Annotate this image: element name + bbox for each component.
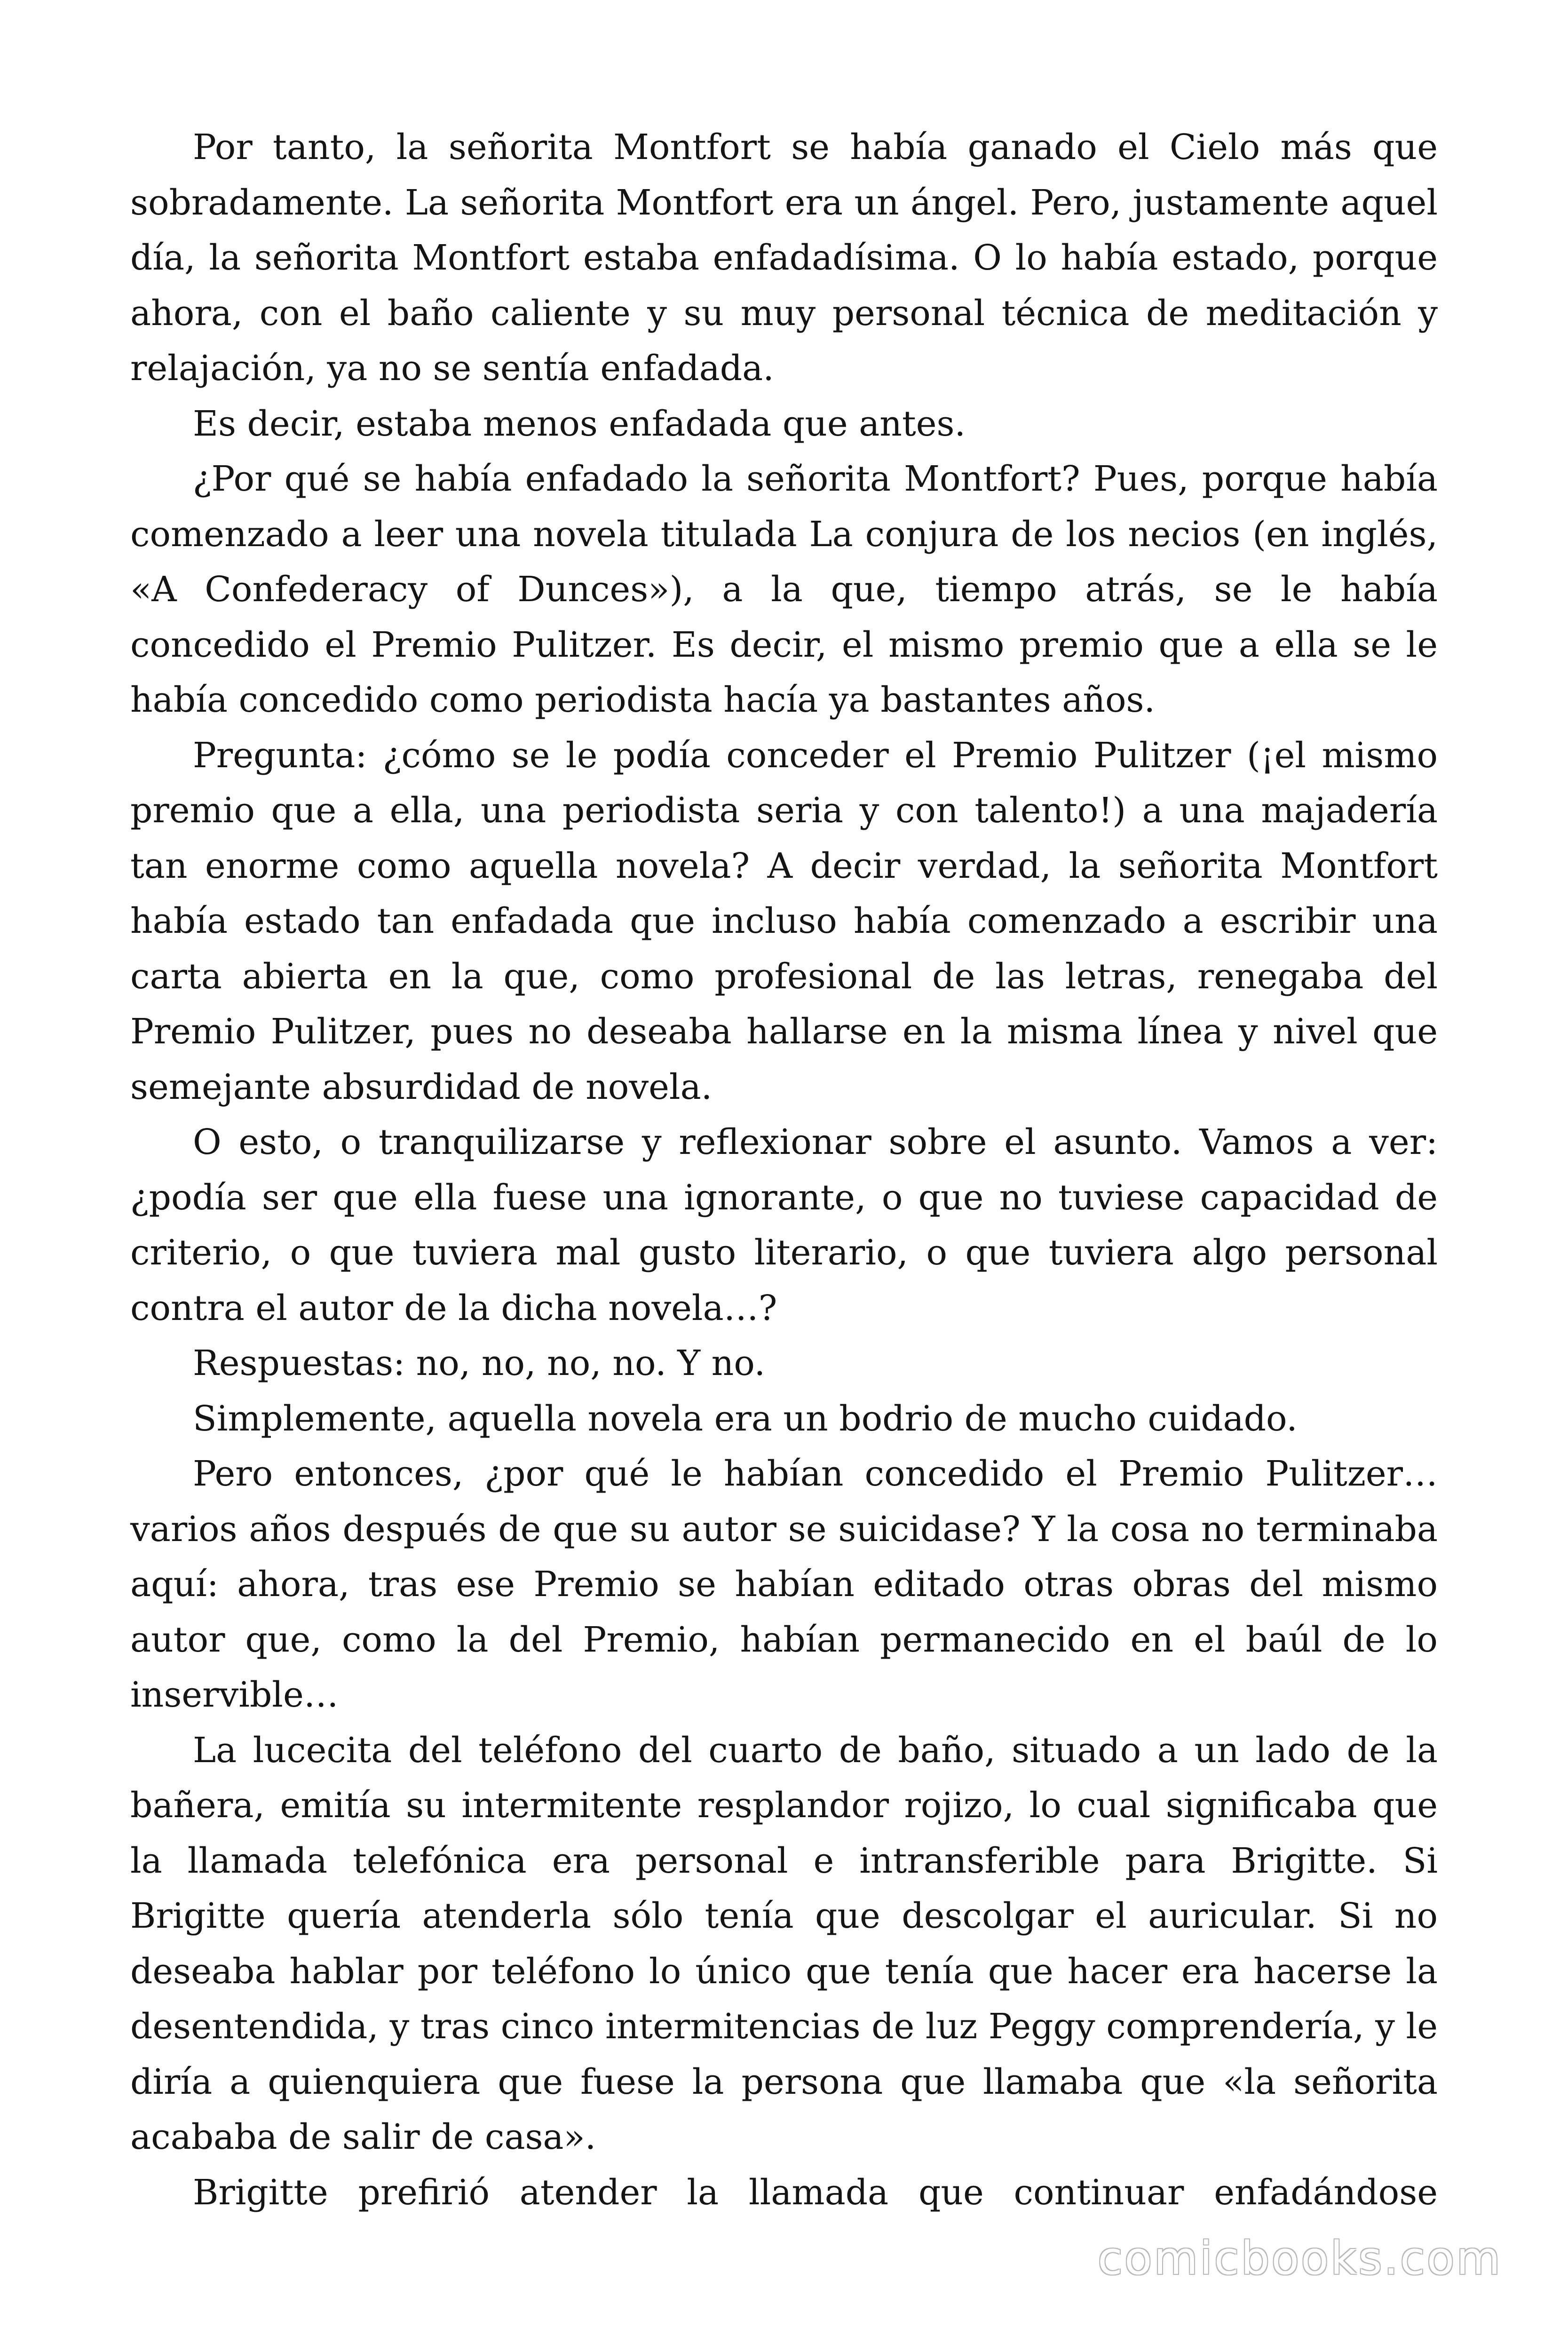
paragraph: Brigitte prefirió atender la llamada que continuar enfadándose (193, 2172, 1438, 2213)
paragraph: Pero entonces, ¿por qué le habían concedido el Premio Pulitzer… varios años después de que su autor se suicidase? Y la cosa no terminaba aquí: ahora, tras ese Premio se habían editado otras obras del mismo autor que, como la del Premio, habían permanecido en el baúl de lo inservible… (130, 1454, 1438, 1715)
paragraph: O esto, o tranquilizarse y reflexionar sobre el asunto. Vamos a ver: ¿podía ser que ella fuese una ignorante, o que no tuviese capacidad de criterio, o que tuviera mal gusto literario, o que tuviera algo personal contra el autor de la dicha novela…? (130, 1122, 1438, 1328)
paragraph: La lucecita del teléfono del cuarto de baño, situado a un lado de la bañera, emitía su intermitente resplandor rojizo, lo cual significaba que la llamada telefónica era personal e intransferible para Brigitte. Si Brigitte quería atenderla sólo tenía que descolgar el auricular. Si no deseaba hablar por teléfono lo único que tenía que hacer era hacerse la desentendida, y tras cinco intermitencias de luz Peggy comprendería, y le diría a quienquiera que fuese la persona que llamaba que «la señorita acababa de salir de casa». (130, 1730, 1438, 2157)
paragraph: Por tanto, la señorita Montfort se había ganado el Cielo más que sobradamente. La señorita Montfort era un ángel. Pero, justamente aquel día, la señorita Montfort estaba enfadadísima. O lo había estado, porque ahora, con el baño caliente y su muy personal técnica de meditación y relajación, ya no se sentía enfadada. (130, 127, 1438, 389)
paragraph: Pregunta: ¿cómo se le podía conceder el Premio Pulitzer (¡el mismo premio que a ella, una periodista seria y con talento!) a una majadería tan enorme como aquella novela? A decir verdad, la señorita Montfort había estado tan enfadada que incluso había comenzado a escribir una carta abierta en la que, como profesional de las letras, renegaba del Premio Pulitzer, pues no deseaba hallarse en la misma línea y nivel que semejante absurdidad de novela. (130, 735, 1438, 1107)
watermark: comicbooks.com (1097, 2232, 1502, 2285)
paragraph: Es decir, estaba menos enfadada que antes. (193, 403, 966, 444)
paragraph: ¿Por qué se había enfadado la señorita Montfort? Pues, porque había comenzado a leer una novela titulada La conjura de los necios (en inglés, «A Confederacy of Dunces»), a la que, tiempo atrás, se le había concedido el Premio Pulitzer. Es decir, el mismo premio que a ella se le había concedido como periodista hacía ya bastantes años. (130, 459, 1438, 720)
paragraph: Simplemente, aquella novela era un bodrio de mucho cuidado. (193, 1398, 1298, 1439)
paragraph: Respuestas: no, no, no, no. Y no. (193, 1343, 766, 1383)
body-text (130, 120, 1438, 2220)
